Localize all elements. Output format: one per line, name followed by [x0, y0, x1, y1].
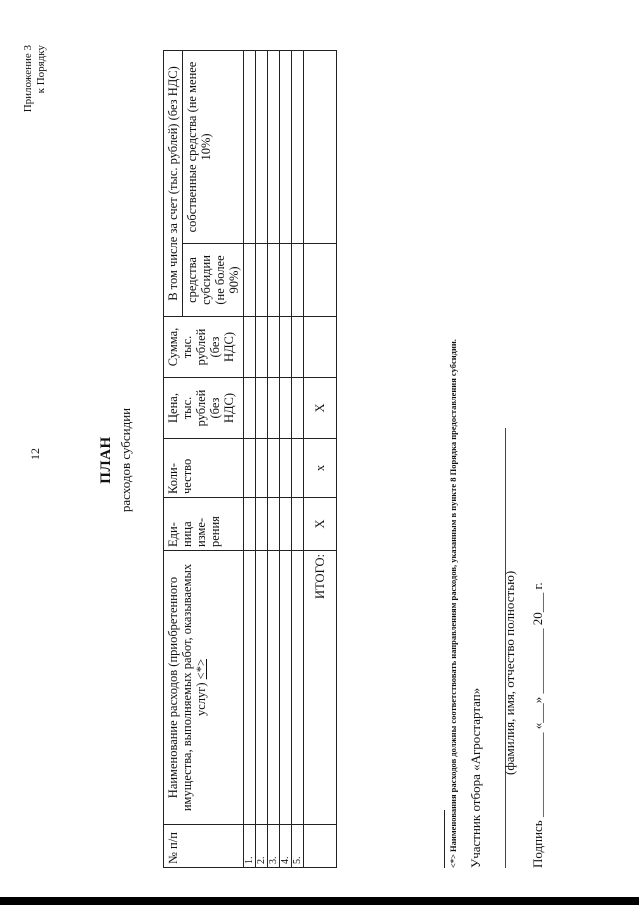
header-own-funds: собственные средства (не менее 10%) [183, 51, 244, 244]
header-sum: Сумма, тыс. рублей (без НДС) [164, 317, 244, 378]
header-row [164, 51, 183, 868]
total-label: ИТОГО: [304, 551, 337, 825]
scan-edge-bar [0, 897, 639, 905]
footnote-divider [444, 810, 445, 868]
row-number: 4. [280, 825, 292, 868]
header-name [164, 551, 244, 825]
page-number: 12 [28, 448, 42, 460]
header-name-text: Наименование расходов (приобретенного имущества, выполняемых работ, оказываемых услуг) [166, 563, 208, 812]
table-row [292, 51, 304, 868]
annex-line-2: к Порядку [35, 45, 47, 94]
row-number: 3. [268, 825, 280, 868]
annex-note [22, 45, 48, 145]
header-unit: Еди-ница изме-рения [164, 498, 244, 551]
participant-label: Участник отбора «Агростартап» [468, 687, 483, 868]
expense-plan-table [163, 50, 337, 868]
fio-caption: (фамилия, имя, отчество полностью) [502, 570, 517, 775]
header-price: Цена, тыс. рублей (без НДС) [164, 378, 244, 439]
header-subsidy-funds: средства субсидии (не более 90%) [183, 244, 244, 317]
total-row [304, 51, 337, 868]
table-row [280, 51, 292, 868]
table-row [268, 51, 280, 868]
total-price: X [304, 378, 337, 439]
signature-line: Подпись _____________ «___» __________ 20___ г. [530, 582, 545, 868]
header-name-footnote-ref: <*> [194, 658, 208, 680]
rotated-page [10, 40, 630, 880]
footnote: <*> Наименования расходов должны соответствовать направлениям расходов, указанным в пункте 8 Порядка предоставления субсидии. [448, 339, 458, 868]
header-funding-group: В том числе за счет (тыс. рублей) (без НДС) [164, 51, 183, 317]
row-number: 1. [244, 825, 256, 868]
plan-subtitle: расходов субсидии [118, 407, 133, 513]
annex-line-1: Приложение 3 [22, 45, 34, 113]
total-qty: x [304, 439, 337, 498]
table-row [244, 51, 256, 868]
header-qty: Коли-чество [164, 439, 244, 498]
row-number: 2. [256, 825, 268, 868]
table-row [256, 51, 268, 868]
row-number: 5. [292, 825, 304, 868]
total-unit: X [304, 498, 337, 551]
plan-title: ПЛАН [98, 436, 114, 484]
header-num: № п/п [164, 825, 244, 868]
